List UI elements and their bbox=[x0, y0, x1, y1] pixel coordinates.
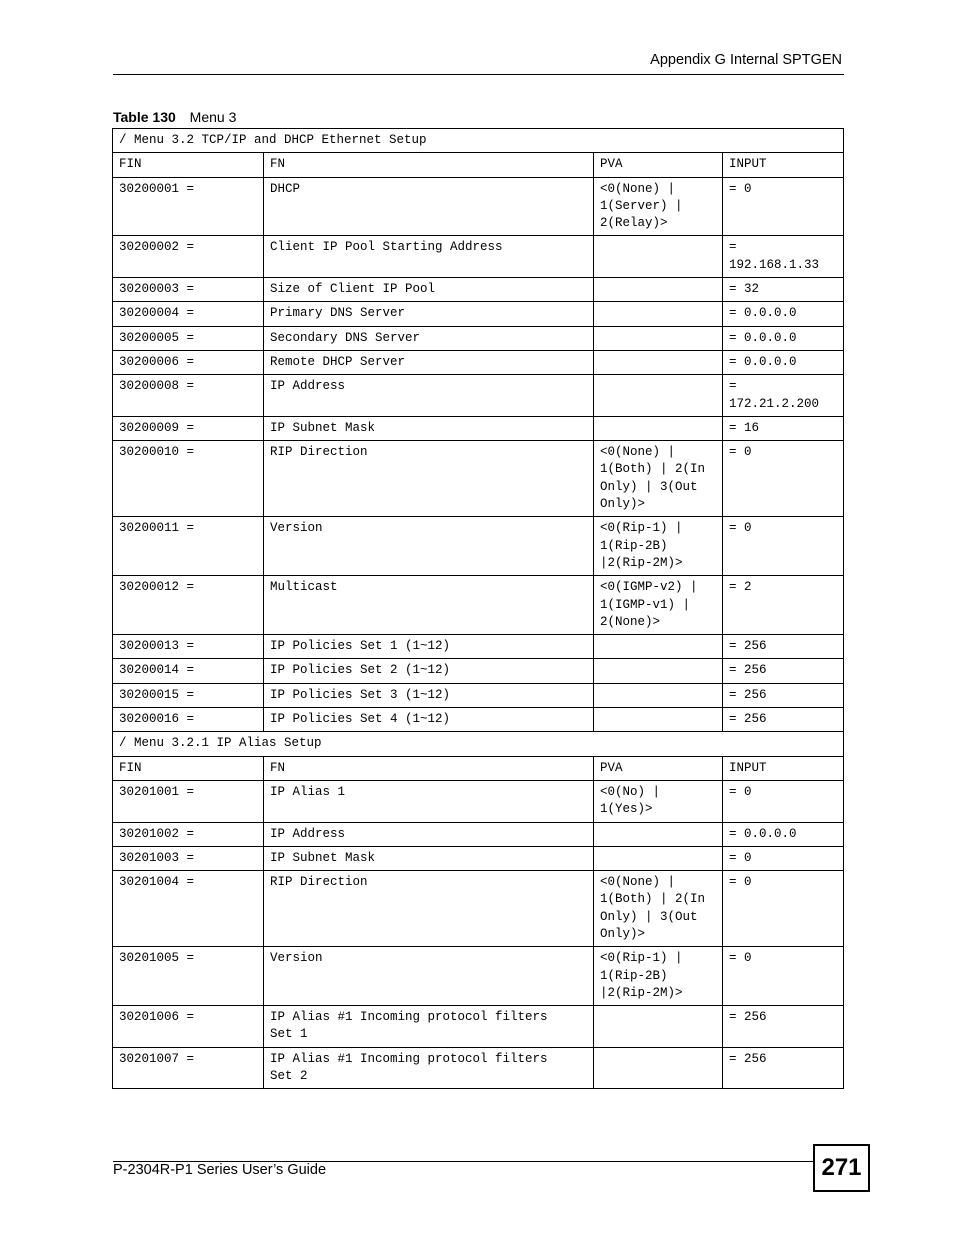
fin-cell: 30200003 = bbox=[113, 278, 264, 302]
pva-cell bbox=[594, 1047, 723, 1089]
fin-cell: 30200014 = bbox=[113, 659, 264, 683]
fin-cell: 30201006 = bbox=[113, 1006, 264, 1048]
input-cell: = 256 bbox=[723, 1047, 844, 1089]
fin-cell: 30201001 = bbox=[113, 780, 264, 822]
pva-cell: <0(None) | 1(Both) | 2(In Only) | 3(Out Only)> bbox=[594, 871, 723, 947]
table-row bbox=[113, 708, 844, 732]
section-title: / Menu 3.2.1 IP Alias Setup bbox=[113, 732, 844, 756]
fn-cell: DHCP bbox=[264, 177, 594, 236]
pva-cell bbox=[594, 326, 723, 350]
section-title-row bbox=[113, 129, 844, 153]
fin-cell: 30200010 = bbox=[113, 441, 264, 517]
fin-cell: 30200001 = bbox=[113, 177, 264, 236]
pva-cell bbox=[594, 708, 723, 732]
input-cell: = 0 bbox=[723, 177, 844, 236]
table-number: Table 130 bbox=[113, 109, 176, 125]
fin-cell: 30200012 = bbox=[113, 576, 264, 635]
input-cell: = 172.21.2.200 bbox=[723, 375, 844, 417]
table-row bbox=[113, 1047, 844, 1089]
fn-cell: RIP Direction bbox=[264, 871, 594, 947]
input-cell: = 256 bbox=[723, 1006, 844, 1048]
table-row bbox=[113, 576, 844, 635]
section-title: / Menu 3.2 TCP/IP and DHCP Ethernet Setup bbox=[113, 129, 844, 153]
fin-cell: 30201007 = bbox=[113, 1047, 264, 1089]
input-cell: = 0 bbox=[723, 441, 844, 517]
fin-cell: 30200011 = bbox=[113, 517, 264, 576]
table-row bbox=[113, 441, 844, 517]
pva-cell bbox=[594, 302, 723, 326]
fin-cell: 30200004 = bbox=[113, 302, 264, 326]
column-header-input: INPUT bbox=[723, 756, 844, 780]
input-cell: = 0.0.0.0 bbox=[723, 822, 844, 846]
fin-cell: 30200015 = bbox=[113, 683, 264, 707]
footer-guide-title: P-2304R-P1 Series User’s Guide bbox=[113, 1162, 327, 1178]
input-cell: = 192.168.1.33 bbox=[723, 236, 844, 278]
fin-cell: 30200005 = bbox=[113, 326, 264, 350]
fn-cell: IP Subnet Mask bbox=[264, 846, 594, 870]
input-cell: = 0 bbox=[723, 780, 844, 822]
pva-cell bbox=[594, 683, 723, 707]
table-row bbox=[113, 683, 844, 707]
input-cell: = 256 bbox=[723, 635, 844, 659]
input-cell: = 0.0.0.0 bbox=[723, 350, 844, 374]
table-row bbox=[113, 871, 844, 947]
fn-cell: IP Policies Set 1 (1~12) bbox=[264, 635, 594, 659]
column-header-fin: FIN bbox=[113, 756, 264, 780]
pva-cell bbox=[594, 375, 723, 417]
fn-cell: Version bbox=[264, 947, 594, 1006]
pva-cell: <0(No) | 1(Yes)> bbox=[594, 780, 723, 822]
input-cell: = 0.0.0.0 bbox=[723, 302, 844, 326]
pva-cell bbox=[594, 416, 723, 440]
fn-cell: Multicast bbox=[264, 576, 594, 635]
page-header-title: Appendix G Internal SPTGEN bbox=[650, 52, 842, 68]
column-header-pva: PVA bbox=[594, 756, 723, 780]
menu-table bbox=[112, 128, 844, 1089]
input-cell: = 32 bbox=[723, 278, 844, 302]
input-cell: = 0.0.0.0 bbox=[723, 326, 844, 350]
fn-cell: Size of Client IP Pool bbox=[264, 278, 594, 302]
table-row bbox=[113, 177, 844, 236]
fn-cell: IP Subnet Mask bbox=[264, 416, 594, 440]
table-row bbox=[113, 375, 844, 417]
table-row bbox=[113, 635, 844, 659]
table-row bbox=[113, 278, 844, 302]
table-row bbox=[113, 1006, 844, 1048]
column-header-pva: PVA bbox=[594, 153, 723, 177]
fin-cell: 30201005 = bbox=[113, 947, 264, 1006]
table-row bbox=[113, 846, 844, 870]
pva-cell bbox=[594, 278, 723, 302]
pva-cell bbox=[594, 350, 723, 374]
pva-cell bbox=[594, 1006, 723, 1048]
pva-cell bbox=[594, 236, 723, 278]
pva-cell: <0(Rip-1) | 1(Rip-2B) |2(Rip-2M)> bbox=[594, 517, 723, 576]
table-caption bbox=[113, 109, 236, 125]
pva-cell bbox=[594, 846, 723, 870]
input-cell: = 16 bbox=[723, 416, 844, 440]
column-header-fn: FN bbox=[264, 153, 594, 177]
table-title: Menu 3 bbox=[189, 109, 237, 125]
input-cell: = 256 bbox=[723, 659, 844, 683]
column-header-fn: FN bbox=[264, 756, 594, 780]
table-row bbox=[113, 659, 844, 683]
input-cell: = 256 bbox=[723, 683, 844, 707]
fin-cell: 30201003 = bbox=[113, 846, 264, 870]
fn-cell: Remote DHCP Server bbox=[264, 350, 594, 374]
fn-cell: Secondary DNS Server bbox=[264, 326, 594, 350]
fn-cell: IP Policies Set 2 (1~12) bbox=[264, 659, 594, 683]
table-row bbox=[113, 302, 844, 326]
input-cell: = 256 bbox=[723, 708, 844, 732]
table-row bbox=[113, 416, 844, 440]
fn-cell: IP Address bbox=[264, 822, 594, 846]
pva-cell: <0(None) | 1(Both) | 2(In Only) | 3(Out Only)> bbox=[594, 441, 723, 517]
table-row bbox=[113, 822, 844, 846]
pva-cell: <0(None) | 1(Server) | 2(Relay)> bbox=[594, 177, 723, 236]
fn-cell: IP Alias #1 Incoming protocol filters Set 2 bbox=[264, 1047, 594, 1089]
fin-cell: 30200006 = bbox=[113, 350, 264, 374]
header-divider bbox=[113, 74, 844, 75]
fn-cell: IP Address bbox=[264, 375, 594, 417]
table-row bbox=[113, 350, 844, 374]
input-cell: = 0 bbox=[723, 871, 844, 947]
fn-cell: RIP Direction bbox=[264, 441, 594, 517]
fin-cell: 30201004 = bbox=[113, 871, 264, 947]
fin-cell: 30201002 = bbox=[113, 822, 264, 846]
pva-cell bbox=[594, 635, 723, 659]
input-cell: = 0 bbox=[723, 517, 844, 576]
column-header-input: INPUT bbox=[723, 153, 844, 177]
fin-cell: 30200013 = bbox=[113, 635, 264, 659]
menu-table-body bbox=[113, 129, 844, 1089]
fin-cell: 30200016 = bbox=[113, 708, 264, 732]
fin-cell: 30200009 = bbox=[113, 416, 264, 440]
fn-cell: IP Alias #1 Incoming protocol filters Set 1 bbox=[264, 1006, 594, 1048]
section-title-row bbox=[113, 732, 844, 756]
fin-cell: 30200002 = bbox=[113, 236, 264, 278]
fn-cell: Primary DNS Server bbox=[264, 302, 594, 326]
table-row bbox=[113, 236, 844, 278]
table-row bbox=[113, 517, 844, 576]
column-header-fin: FIN bbox=[113, 153, 264, 177]
fn-cell: Version bbox=[264, 517, 594, 576]
column-header-row bbox=[113, 756, 844, 780]
pva-cell: <0(IGMP-v2) | 1(IGMP-v1) | 2(None)> bbox=[594, 576, 723, 635]
input-cell: = 2 bbox=[723, 576, 844, 635]
input-cell: = 0 bbox=[723, 846, 844, 870]
table-row bbox=[113, 947, 844, 1006]
fin-cell: 30200008 = bbox=[113, 375, 264, 417]
pva-cell bbox=[594, 659, 723, 683]
pva-cell: <0(Rip-1) | 1(Rip-2B) |2(Rip-2M)> bbox=[594, 947, 723, 1006]
pva-cell bbox=[594, 822, 723, 846]
table-row bbox=[113, 326, 844, 350]
fn-cell: Client IP Pool Starting Address bbox=[264, 236, 594, 278]
input-cell: = 0 bbox=[723, 947, 844, 1006]
table-row bbox=[113, 780, 844, 822]
page-number: 271 bbox=[813, 1144, 870, 1192]
column-header-row bbox=[113, 153, 844, 177]
fn-cell: IP Policies Set 3 (1~12) bbox=[264, 683, 594, 707]
fn-cell: IP Alias 1 bbox=[264, 780, 594, 822]
fn-cell: IP Policies Set 4 (1~12) bbox=[264, 708, 594, 732]
